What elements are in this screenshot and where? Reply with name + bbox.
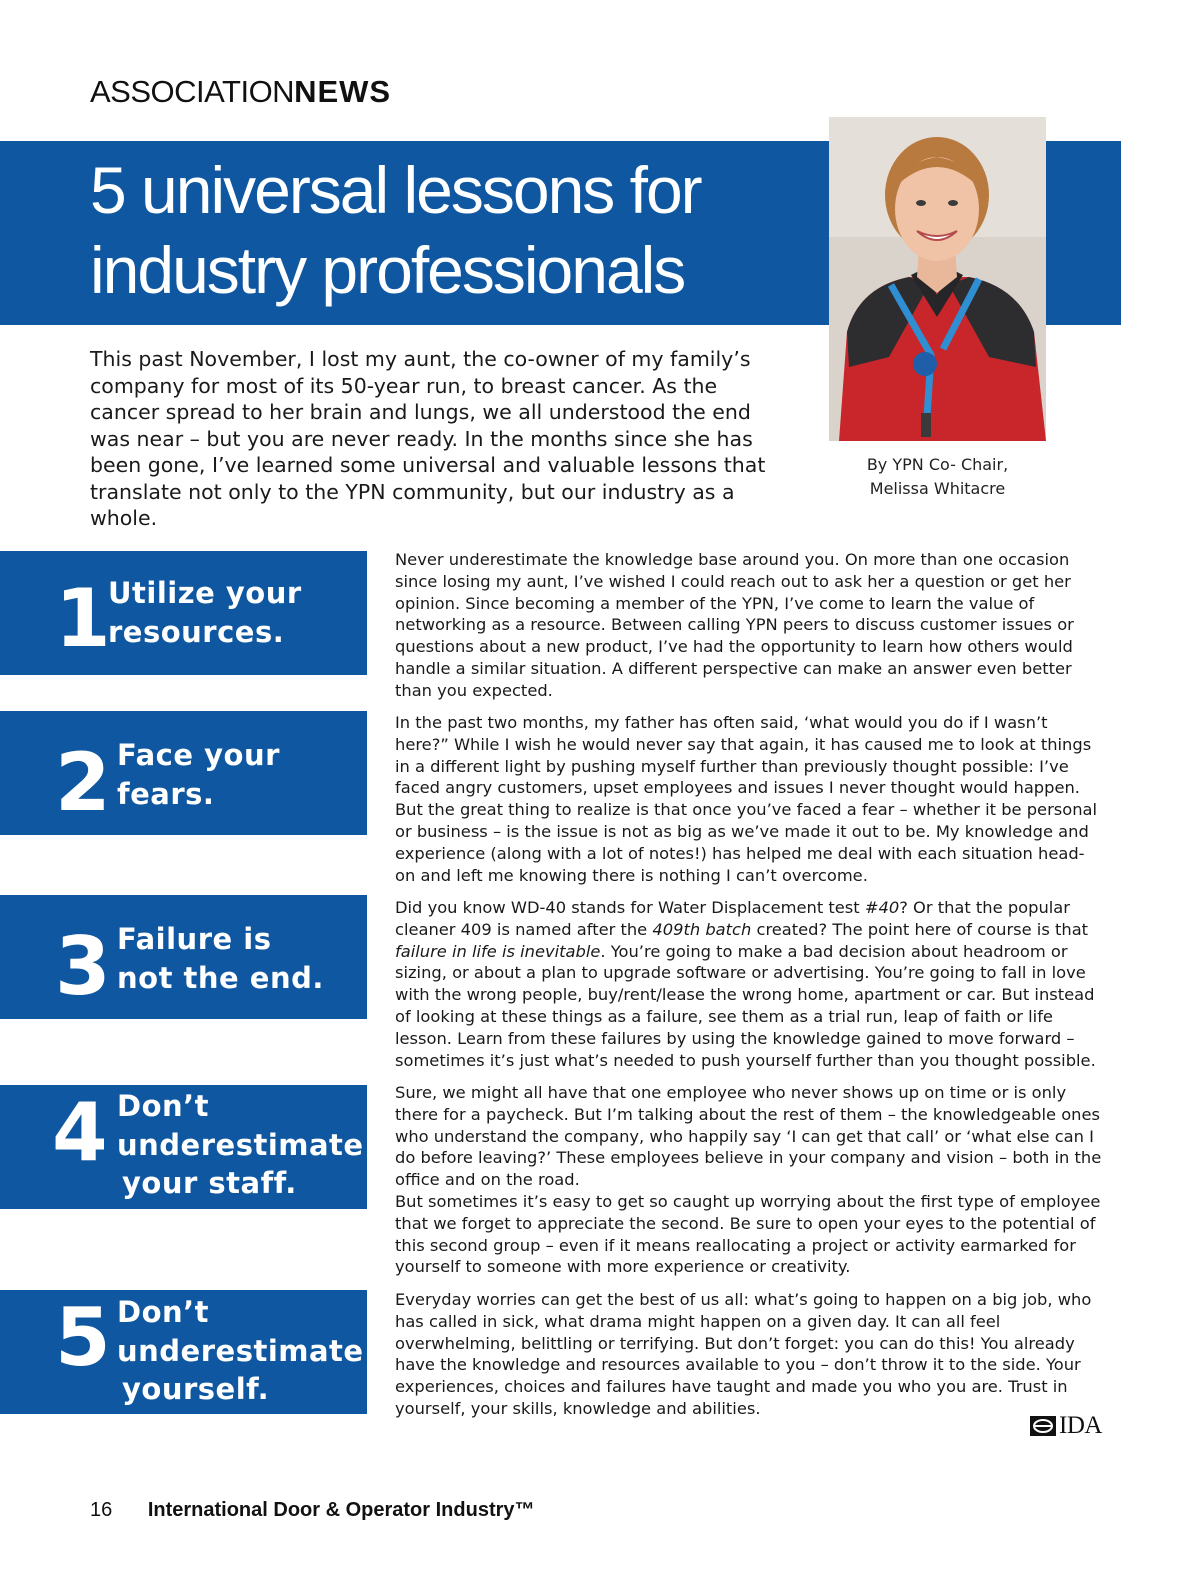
lesson-3-text-c: ? Or that the popular cleaner 409 is named after the [395,898,1070,939]
section-label-bold: NEWS [294,74,392,109]
lesson-1-box [0,551,367,675]
lesson-5-number: 5 [55,1291,111,1384]
lesson-3-text-d: 409th batch [652,919,752,939]
byline-role: By YPN Co- Chair, [866,455,1009,474]
lesson-3-number: 3 [55,920,111,1013]
publication-name: International Door & Operator Industry™ [147,1499,535,1521]
lesson-1-number: 1 [55,572,111,665]
lesson-3-heading-line-1: Failure is [117,922,272,956]
lesson-3-text-b: #40 [864,898,900,917]
lesson-2-heading-line-1: Face your [117,738,280,772]
lesson-3-heading [117,920,324,997]
lesson-1-heading-line-2: resources. [108,614,285,649]
byline [829,453,1046,501]
lesson-5-box [0,1290,367,1414]
lesson-5-paragraph: Everyday worries can get the best of us all: what’s going to happen on a big job, who has called in sick, what drama might happen on a given day. It can all feel overwhelming, belittling or terrifying. But don’t forget: you can do this! You already have the knowledge and resources available to you – don’t throw it to the side. Your experiences, choices and failures have taught and made you who you are. Trust in yourself, your skills, knowledge and abilities. [395,1290,1092,1418]
ida-emblem-icon [1030,1416,1056,1436]
lesson-3-text-f: failure in life is inevitable [395,941,601,961]
lesson-2-number: 2 [55,736,111,829]
lesson-4-heading-line-3: your staff. [122,1166,297,1200]
lesson-4-heading-line-2: underestimate [117,1127,364,1162]
section-label-light: ASSOCIATION [90,74,295,109]
lesson-5-heading-line-1: Don’t [117,1295,210,1329]
lesson-3-box [0,895,367,1019]
lesson-4-number: 4 [52,1086,108,1179]
lesson-3-paragraph [395,897,1105,1071]
lesson-4-heading [117,1087,364,1203]
lesson-3-heading-line-2: not the end. [117,960,324,995]
lesson-3-text-a: Did you know WD-40 stands for Water Displacement test [395,898,865,917]
title-line-2: industry professionals [90,233,685,307]
section-label [90,74,391,110]
lesson-2-heading [117,736,280,813]
byline-author: Melissa Whitacre [869,479,1006,498]
lesson-1-paragraph: Never underestimate the knowledge base around you. On more than one occasion since losing my aunt, I’ve wished I could reach out to ask her a question or get her opinion. Since becoming a member of the YPN, I’ve come to learn the value of networking as a resource. Between calling YPN peers to discuss customer issues or questions about a new product, I’ve had the opportunity to learn how others would handle a similar situation. A different perspective can make an answer even better than you expected. [395,550,1074,700]
title-line-1: 5 universal lessons for [90,153,701,227]
ida-logo [1030,1413,1102,1439]
lesson-5-heading-line-2: underestimate [117,1333,364,1368]
lesson-4-box [0,1085,367,1209]
lesson-1-heading-line-1: Utilize your [108,576,302,610]
lesson-5-heading-line-3: yourself. [122,1372,270,1406]
lesson-2-paragraph: In the past two months, my father has often said, ‘what would you do if I wasn’t here?” While I wish he would never say that again, it has caused me to look at things in a different light by pushing myself further than previously thought possible: I’ve faced angry customers, upset employees and issues I never thought would happen. But the great thing to realize is that once you’ve faced a fear – whether it be personal or business – is the issue is not as big as we’ve made it out to be. My knowledge and experience (along with a lot of notes!) has helped me deal with each situation head-on and left me knowing there is nothing I can’t overcome. [395,713,1098,885]
lesson-2-text [395,712,1105,886]
author-photo [829,117,1046,441]
author-portrait-illustration [829,117,1046,441]
lesson-4-heading-line-1: Don’t [117,1089,210,1123]
ida-logo-text: IDA [1059,1412,1102,1439]
lesson-1-heading [108,574,302,651]
page-number: 16 [90,1499,113,1521]
lesson-3-text-e: created? The point here of course is that [751,919,1089,939]
lesson-4-text [395,1082,1105,1278]
lesson-5-text [395,1289,1105,1420]
intro-paragraph: This past November, I lost my aunt, the co-owner of my family’s company for most of its 50-year run, to breast cancer. As the cancer spread to her brain and lungs, we all understood the end was near – but you are never ready. In the months since she has been gone, I’ve learned some universal and valuable lessons that translate not only to the YPN community, but our industry as a whole. [90,347,766,530]
lesson-3-text-g: . You’re going to make a bad decision about headroom or sizing, or about a plan to upgrade software or advertising. You’re going to fall in love with the wrong people, buy/rent/lease the wrong home, apartment or car. But instead of looking at these things as a failure, see them as a trial run, leap of faith or life lesson. Learn from these failures by using the knowledge gained to move forward – sometimes it’s just what’s needed to push yourself further than you thought possible. [395,941,1096,1070]
lesson-1-text [395,549,1105,702]
lesson-4-paragraph-2: But sometimes it’s easy to get so caught up worrying about the first type of employee that we forget to appreciate the second. Be sure to open your eyes to the potential of this second group – even if it means reallocating a project or activity earmarked for yourself to someone with more experience or creativity. [395,1191,1101,1277]
lesson-2-box [0,711,367,835]
article-title [90,150,790,310]
lesson-2-heading-line-2: fears. [117,776,215,811]
lesson-4-paragraph-1: Sure, we might all have that one employee who never shows up on time or is only there for a paycheck. But I’m talking about the rest of them – the knowledgeable ones who understand the company, who happily say ‘I can get that call’ or ‘what else can I do before leaving?’ These employees believe in your company and vision – both in the office and on the road. [395,1083,1102,1190]
page-footer [90,1499,535,1522]
lesson-5-heading [117,1293,364,1409]
lesson-3-text [395,897,1105,1071]
